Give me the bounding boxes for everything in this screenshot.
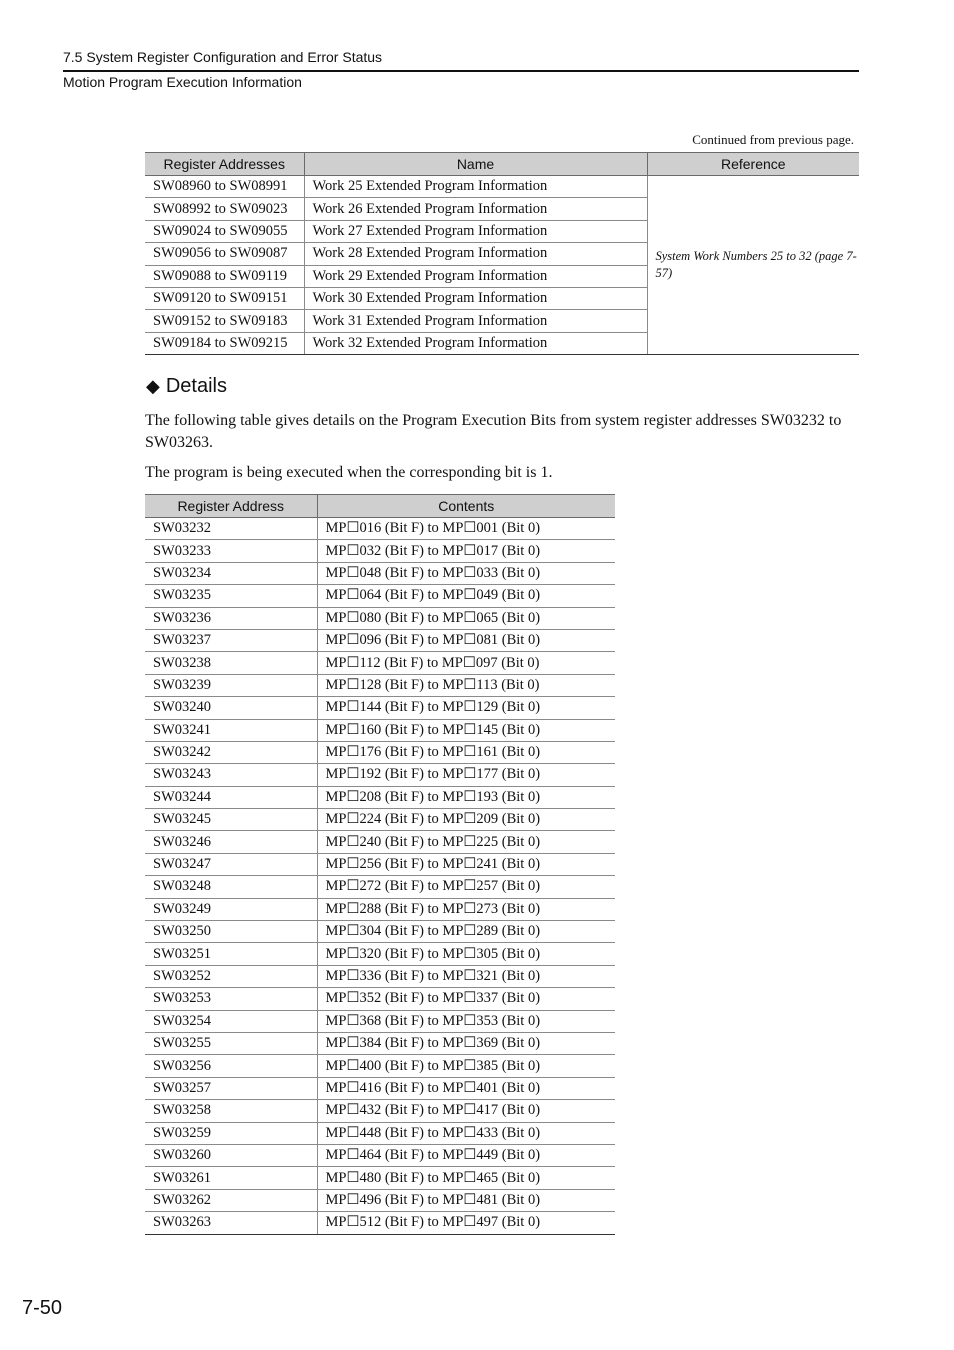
table-row (145, 719, 615, 741)
table-row (145, 921, 615, 943)
table-row (145, 809, 615, 831)
table-row (145, 1032, 615, 1054)
register-address-cell: SW09024 to SW09055 (145, 220, 304, 242)
contents-cell: MP☐144 (Bit F) to MP☐129 (Bit 0) (317, 697, 615, 719)
table-row (145, 741, 615, 763)
register-address-cell: SW03232 (145, 518, 317, 540)
register-address-cell: SW09056 to SW09087 (145, 243, 304, 265)
table-row (145, 540, 615, 562)
register-address-cell: SW03259 (145, 1122, 317, 1144)
register-address-cell: SW03241 (145, 719, 317, 741)
table-row (145, 674, 615, 696)
name-cell: Work 27 Extended Program Information (304, 220, 647, 242)
register-address-cell: SW03249 (145, 898, 317, 920)
continued-note: Continued from previous page. (692, 132, 854, 147)
diamond-bullet-icon: ◆ (146, 376, 160, 396)
register-address-cell: SW08960 to SW08991 (145, 176, 304, 198)
contents-cell: MP☐384 (Bit F) to MP☐369 (Bit 0) (317, 1032, 615, 1054)
register-address-cell: SW03245 (145, 809, 317, 831)
contents-cell: MP☐448 (Bit F) to MP☐433 (Bit 0) (317, 1122, 615, 1144)
name-cell: Work 29 Extended Program Information (304, 265, 647, 287)
register-address-cell: SW03242 (145, 741, 317, 763)
register-address-cell: SW03238 (145, 652, 317, 674)
table-row (145, 831, 615, 853)
contents-cell: MP☐128 (Bit F) to MP☐113 (Bit 0) (317, 674, 615, 696)
register-address-cell: SW03263 (145, 1212, 317, 1234)
table-row (145, 965, 615, 987)
contents-cell: MP☐048 (Bit F) to MP☐033 (Bit 0) (317, 562, 615, 584)
contents-cell: MP☐112 (Bit F) to MP☐097 (Bit 0) (317, 652, 615, 674)
register-address-cell: SW03244 (145, 786, 317, 808)
table-row (145, 652, 615, 674)
name-cell: Work 32 Extended Program Information (304, 332, 647, 354)
table-row (145, 853, 615, 875)
register-address-cell: SW09152 to SW09183 (145, 310, 304, 332)
column-header-contents: Contents (317, 495, 615, 518)
register-address-cell: SW03257 (145, 1077, 317, 1099)
table-header-row (145, 153, 859, 176)
register-address-cell: SW03248 (145, 876, 317, 898)
contents-cell: MP☐256 (Bit F) to MP☐241 (Bit 0) (317, 853, 615, 875)
contents-cell: MP☐080 (Bit F) to MP☐065 (Bit 0) (317, 607, 615, 629)
contents-cell: MP☐288 (Bit F) to MP☐273 (Bit 0) (317, 898, 615, 920)
column-header-register-address: Register Address (145, 495, 317, 518)
table-row (145, 1167, 615, 1189)
page-number: 7-50 (22, 1297, 63, 1319)
details-heading (146, 375, 227, 398)
register-address-cell: SW03246 (145, 831, 317, 853)
register-address-cell: SW09088 to SW09119 (145, 265, 304, 287)
register-address-cell: SW09120 to SW09151 (145, 287, 304, 309)
contents-cell: MP☐208 (Bit F) to MP☐193 (Bit 0) (317, 786, 615, 808)
extended-program-info-table (145, 152, 859, 355)
table-row (145, 1144, 615, 1166)
table-row (145, 943, 615, 965)
name-cell: Work 28 Extended Program Information (304, 243, 647, 265)
table-row (145, 518, 615, 540)
register-address-cell: SW03254 (145, 1010, 317, 1032)
name-cell: Work 31 Extended Program Information (304, 310, 647, 332)
table-row (145, 629, 615, 651)
contents-cell: MP☐352 (Bit F) to MP☐337 (Bit 0) (317, 988, 615, 1010)
contents-cell: MP☐032 (Bit F) to MP☐017 (Bit 0) (317, 540, 615, 562)
table-row (145, 1189, 615, 1211)
register-address-cell: SW03239 (145, 674, 317, 696)
table-row (145, 697, 615, 719)
contents-cell: MP☐480 (Bit F) to MP☐465 (Bit 0) (317, 1167, 615, 1189)
contents-cell: MP☐400 (Bit F) to MP☐385 (Bit 0) (317, 1055, 615, 1077)
name-cell: Work 25 Extended Program Information (304, 176, 647, 198)
table-row (145, 1100, 615, 1122)
table-row (145, 585, 615, 607)
subsection-header: Motion Program Execution Information (63, 74, 302, 90)
program-execution-bits-table (145, 494, 615, 1235)
register-address-cell: SW03240 (145, 697, 317, 719)
register-address-cell: SW03236 (145, 607, 317, 629)
table-row (145, 1122, 615, 1144)
contents-cell: MP☐320 (Bit F) to MP☐305 (Bit 0) (317, 943, 615, 965)
table-row (145, 786, 615, 808)
register-address-cell: SW03250 (145, 921, 317, 943)
table-row (145, 876, 615, 898)
table-row (145, 1212, 615, 1234)
register-address-cell: SW03260 (145, 1144, 317, 1166)
contents-cell: MP☐160 (Bit F) to MP☐145 (Bit 0) (317, 719, 615, 741)
details-heading-text: Details (165, 375, 227, 397)
table-row (145, 562, 615, 584)
contents-cell: MP☐512 (Bit F) to MP☐497 (Bit 0) (317, 1212, 615, 1234)
section-header: 7.5 System Register Configuration and Error Status (63, 49, 383, 65)
register-address-cell: SW03252 (145, 965, 317, 987)
register-address-cell: SW03247 (145, 853, 317, 875)
contents-cell: MP☐064 (Bit F) to MP☐049 (Bit 0) (317, 585, 615, 607)
name-cell: Work 26 Extended Program Information (304, 198, 647, 220)
register-address-cell: SW03253 (145, 988, 317, 1010)
contents-cell: MP☐416 (Bit F) to MP☐401 (Bit 0) (317, 1077, 615, 1099)
column-header-register-addresses: Register Addresses (145, 153, 304, 176)
register-address-cell: SW03261 (145, 1167, 317, 1189)
contents-cell: MP☐368 (Bit F) to MP☐353 (Bit 0) (317, 1010, 615, 1032)
contents-cell: MP☐496 (Bit F) to MP☐481 (Bit 0) (317, 1189, 615, 1211)
contents-cell: MP☐240 (Bit F) to MP☐225 (Bit 0) (317, 831, 615, 853)
contents-cell: MP☐176 (Bit F) to MP☐161 (Bit 0) (317, 741, 615, 763)
register-address-cell: SW03237 (145, 629, 317, 651)
register-address-cell: SW03255 (145, 1032, 317, 1054)
contents-cell: MP☐224 (Bit F) to MP☐209 (Bit 0) (317, 809, 615, 831)
column-header-reference: Reference (647, 153, 859, 176)
table-row (145, 176, 859, 198)
contents-cell: MP☐016 (Bit F) to MP☐001 (Bit 0) (317, 518, 615, 540)
register-address-cell: SW03233 (145, 540, 317, 562)
table-row (145, 764, 615, 786)
table-row (145, 1010, 615, 1032)
register-address-cell: SW09184 to SW09215 (145, 332, 304, 354)
header-rule (63, 70, 859, 72)
name-cell: Work 30 Extended Program Information (304, 287, 647, 309)
table-row (145, 898, 615, 920)
contents-cell: MP☐336 (Bit F) to MP☐321 (Bit 0) (317, 965, 615, 987)
contents-cell: MP☐464 (Bit F) to MP☐449 (Bit 0) (317, 1144, 615, 1166)
table-row (145, 1077, 615, 1099)
register-address-cell: SW03235 (145, 585, 317, 607)
contents-cell: MP☐096 (Bit F) to MP☐081 (Bit 0) (317, 629, 615, 651)
contents-cell: MP☐272 (Bit F) to MP☐257 (Bit 0) (317, 876, 615, 898)
reference-cell: System Work Numbers 25 to 32 (page 7-57) (647, 176, 859, 355)
details-paragraph-2: The program is being executed when the corresponding bit is 1. (145, 464, 553, 481)
register-address-cell: SW03251 (145, 943, 317, 965)
details-paragraph-1: The following table gives details on the Program Execution Bits from system register addresses SW03232 to SW03263. (145, 412, 842, 451)
column-header-name: Name (304, 153, 647, 176)
table-row (145, 607, 615, 629)
register-address-cell: SW08992 to SW09023 (145, 198, 304, 220)
contents-cell: MP☐304 (Bit F) to MP☐289 (Bit 0) (317, 921, 615, 943)
register-address-cell: SW03256 (145, 1055, 317, 1077)
table-row (145, 1055, 615, 1077)
contents-cell: MP☐432 (Bit F) to MP☐417 (Bit 0) (317, 1100, 615, 1122)
table-row (145, 988, 615, 1010)
contents-cell: MP☐192 (Bit F) to MP☐177 (Bit 0) (317, 764, 615, 786)
register-address-cell: SW03262 (145, 1189, 317, 1211)
register-address-cell: SW03234 (145, 562, 317, 584)
register-address-cell: SW03258 (145, 1100, 317, 1122)
register-address-cell: SW03243 (145, 764, 317, 786)
table-header-row (145, 495, 615, 518)
